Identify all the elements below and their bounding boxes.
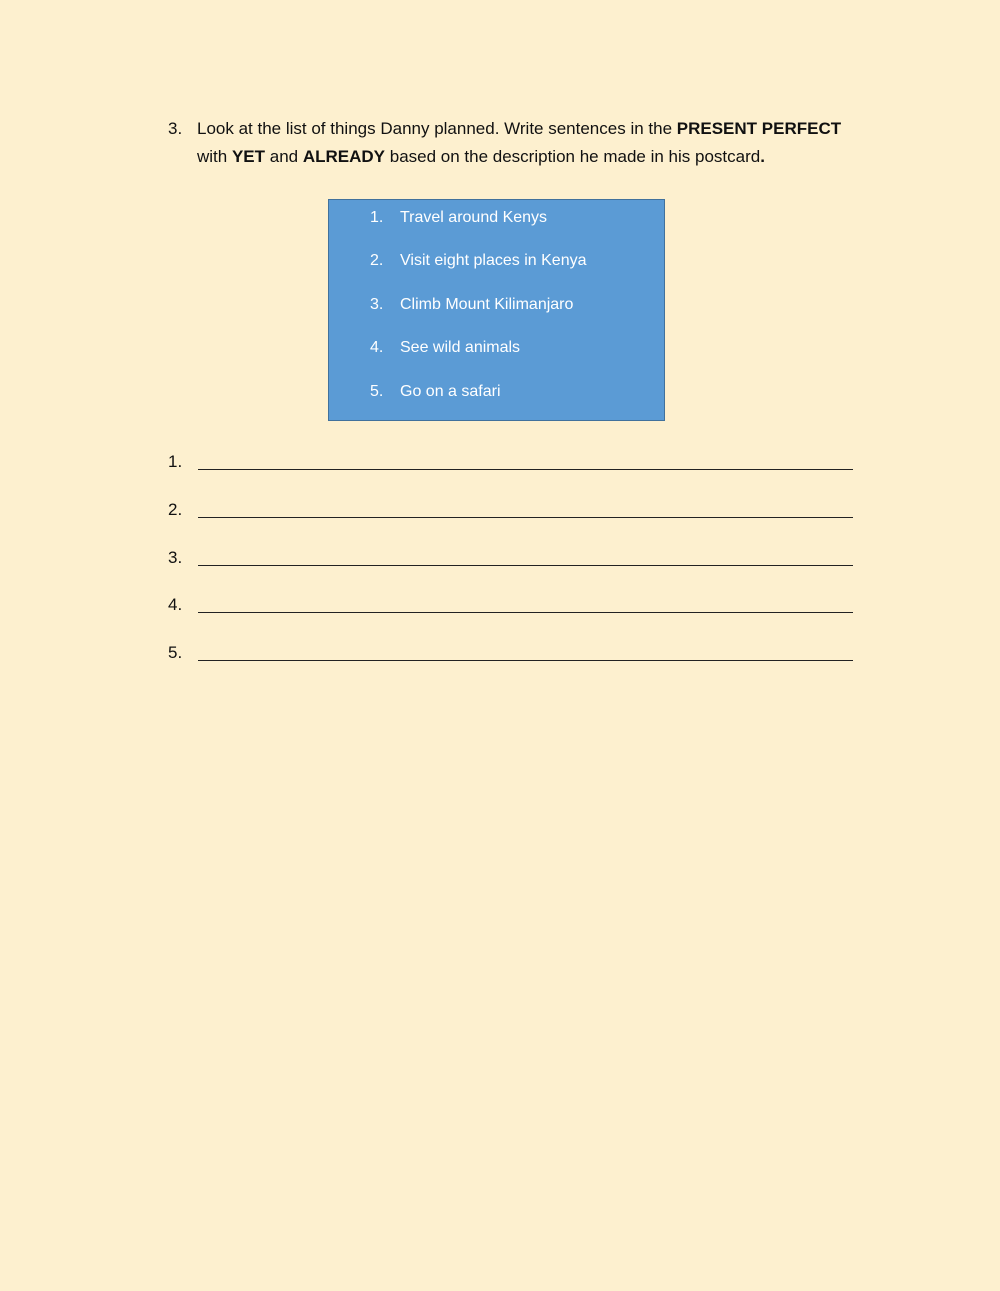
exercise-number: 3. [168,119,183,138]
instruction-emphasis: YET [231,147,266,166]
answer-blank[interactable] [198,642,853,661]
answer-number: 3. [168,548,183,567]
plan-item-text: Climb Mount Kilimanjaro [400,296,574,313]
plan-list-box [328,199,665,421]
instruction-part: based on the description he made in his postcard [385,147,761,166]
plan-item-text: Go on a safari [400,383,501,400]
answer-line [168,547,853,569]
plan-item-number: 2. [370,252,384,269]
instruction-part: Look at the list of things Danny planned. Write sentences in the [197,119,677,138]
plan-item-number: 3. [370,296,384,313]
exercise-text [197,115,868,171]
answer-line [168,594,853,616]
answer-blank[interactable] [198,451,853,470]
answer-line [168,499,853,521]
plan-list-item [370,208,547,228]
plan-item-number: 4. [370,339,384,356]
plan-item-text: Travel around Kenys [400,209,548,226]
answer-number: 1. [168,452,183,471]
answer-number: 5. [168,643,183,662]
instruction-part: with [197,147,232,166]
plan-list-item [370,338,520,358]
answer-line [168,642,853,664]
exercise-instruction [168,115,868,171]
instruction-emphasis: ALREADY [302,147,386,166]
answer-number: 4. [168,595,183,614]
plan-list-item [370,295,573,315]
answer-number: 2. [168,500,183,519]
plan-item-text: Visit eight places in Kenya [400,252,587,269]
instruction-emphasis: . [760,147,765,166]
answer-blank[interactable] [198,547,853,566]
instruction-emphasis: PRESENT PERFECT [676,119,842,138]
answer-blank[interactable] [198,499,853,518]
plan-list-item [370,382,501,402]
plan-item-text: See wild animals [400,339,521,356]
plan-item-number: 5. [370,383,384,400]
instruction-part: and [265,147,303,166]
plan-list-item [370,251,586,271]
answer-line [168,451,853,473]
plan-item-number: 1. [370,209,384,226]
answer-blank[interactable] [198,594,853,613]
